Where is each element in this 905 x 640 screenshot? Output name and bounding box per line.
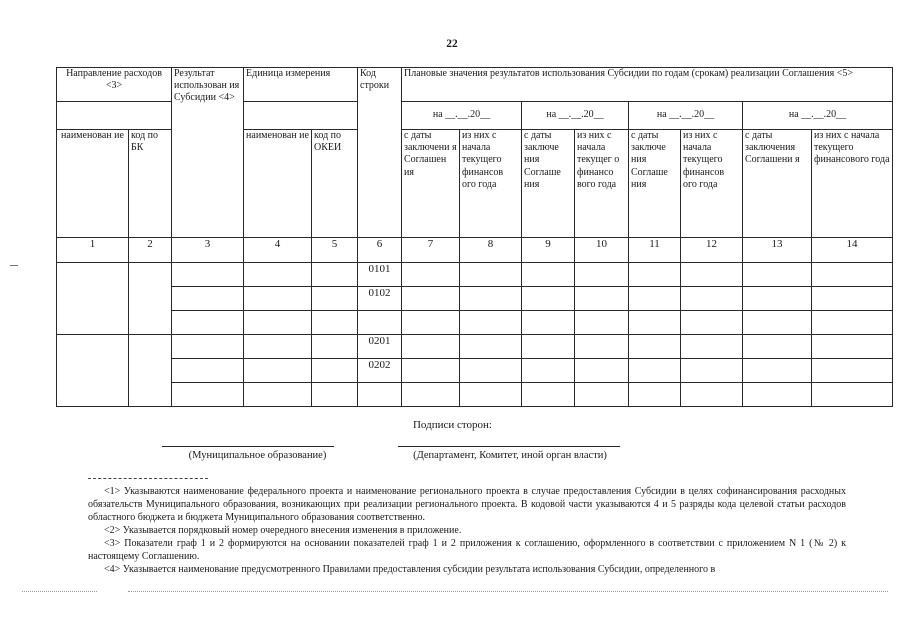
- scan-cut-line: [22, 591, 97, 592]
- table-cell[interactable]: [575, 383, 629, 407]
- header-name: наименован ие: [57, 130, 129, 238]
- footnote-1: <1> Указываются наименование федерального проекта и наименование регионального проекта в случае предоставления Субсидии в целях софинансирования расходных обязательств Муниципального образования, возникающих при реализации регионального проекта. В кодовой части указываются 4 и 5 разряды кода целевой статьи расходов областного бюджета и бюджета Муниципального образования соответственно.: [88, 486, 846, 523]
- footnotes: [88, 485, 846, 576]
- header-since-year-3: из них с начала текущего финансов ого года: [681, 130, 743, 238]
- column-number: 11: [629, 238, 681, 263]
- table-cell[interactable]: [812, 311, 893, 335]
- table-cell[interactable]: [629, 359, 681, 383]
- table-cell[interactable]: [522, 263, 575, 287]
- table-cell[interactable]: [244, 287, 312, 311]
- table-cell[interactable]: [575, 311, 629, 335]
- header-unit: Единица измерения: [244, 68, 358, 102]
- table-cell[interactable]: [172, 335, 244, 359]
- page-number: 22: [446, 38, 458, 50]
- table-cell[interactable]: [629, 383, 681, 407]
- table-cell[interactable]: [812, 263, 893, 287]
- table-cell[interactable]: [244, 335, 312, 359]
- header-unit-name: наименован ие: [244, 130, 312, 238]
- column-number: 1: [57, 238, 129, 263]
- header-year-3: на __.__.20__: [629, 102, 743, 130]
- table-cell[interactable]: [522, 359, 575, 383]
- header-year-4: на __.__.20__: [743, 102, 893, 130]
- table-cell[interactable]: [460, 359, 522, 383]
- table-cell[interactable]: [312, 359, 358, 383]
- table-cell[interactable]: [244, 383, 312, 407]
- table-cell[interactable]: [172, 263, 244, 287]
- signature-label-municipality: (Муниципальное образование): [188, 450, 327, 461]
- table-cell[interactable]: [681, 383, 743, 407]
- table-cell[interactable]: [312, 335, 358, 359]
- table-cell[interactable]: [402, 263, 460, 287]
- table-cell[interactable]: [402, 335, 460, 359]
- table-cell[interactable]: [312, 263, 358, 287]
- table-cell[interactable]: [402, 311, 460, 335]
- row-code-cell: 0201: [358, 335, 402, 359]
- column-number: 2: [129, 238, 172, 263]
- table-cell[interactable]: [681, 311, 743, 335]
- direction-name-cell[interactable]: [57, 335, 129, 407]
- header-row-code: Код строки: [358, 68, 402, 238]
- table-row: [57, 359, 893, 383]
- header-from-agreement-1: с даты заключени я Соглашен ия: [402, 130, 460, 238]
- table-cell[interactable]: [460, 263, 522, 287]
- table-cell[interactable]: [629, 335, 681, 359]
- table-cell[interactable]: [812, 359, 893, 383]
- bk-code-cell[interactable]: [129, 335, 172, 407]
- table-cell[interactable]: [172, 359, 244, 383]
- column-number: 5: [312, 238, 358, 263]
- table-cell[interactable]: [812, 335, 893, 359]
- table-cell[interactable]: [244, 263, 312, 287]
- header-from-agreement-4: с даты заключения Соглашени я: [743, 130, 812, 238]
- bk-code-cell[interactable]: [129, 263, 172, 335]
- header-planned-values: Плановые значения результатов использования Субсидии по годам (срокам) реализации Соглашения <5>: [402, 68, 893, 102]
- table-cell[interactable]: [402, 287, 460, 311]
- header-since-year-2: из них с начала текущег о финансо вого года: [575, 130, 629, 238]
- scan-edge-mark: [10, 265, 18, 266]
- column-number: 3: [172, 238, 244, 263]
- table-row: [57, 263, 893, 287]
- table-cell[interactable]: [681, 335, 743, 359]
- table-cell[interactable]: [172, 383, 244, 407]
- table-row: [57, 335, 893, 359]
- table-cell[interactable]: [575, 359, 629, 383]
- table-cell[interactable]: [402, 383, 460, 407]
- table-cell[interactable]: [743, 383, 812, 407]
- header-okei-code: код по ОКЕИ: [312, 130, 358, 238]
- table-cell[interactable]: [681, 359, 743, 383]
- column-number: 4: [244, 238, 312, 263]
- table-cell[interactable]: [681, 287, 743, 311]
- column-number: 10: [575, 238, 629, 263]
- row-code-cell: 0101: [358, 263, 402, 287]
- column-number: 12: [681, 238, 743, 263]
- table-cell[interactable]: [172, 287, 244, 311]
- table-row: [57, 287, 893, 311]
- header-direction: Направление расходов <3>: [57, 68, 172, 102]
- table-cell[interactable]: [743, 311, 812, 335]
- table-cell[interactable]: [244, 359, 312, 383]
- table-cell[interactable]: [522, 335, 575, 359]
- table-cell[interactable]: [460, 335, 522, 359]
- header-since-year-4: из них с начала текущего финансового года: [812, 130, 893, 238]
- header-result: Результат использован ия Субсидии <4>: [172, 68, 244, 238]
- row-code-cell: 0202: [358, 359, 402, 383]
- table-cell[interactable]: [312, 383, 358, 407]
- header-since-year-1: из них с начала текущего финансов ого года: [460, 130, 522, 238]
- column-number: 9: [522, 238, 575, 263]
- table-cell[interactable]: [575, 263, 629, 287]
- table-cell[interactable]: [172, 311, 244, 335]
- table-cell[interactable]: [522, 287, 575, 311]
- table-cell[interactable]: [402, 359, 460, 383]
- row-code-cell: 0102: [358, 287, 402, 311]
- table-cell[interactable]: [743, 335, 812, 359]
- table-cell[interactable]: [743, 359, 812, 383]
- table-row: [57, 311, 893, 335]
- header-year-1: на __.__.20__: [402, 102, 522, 130]
- table-cell[interactable]: [312, 311, 358, 335]
- scan-cut-line: [128, 591, 888, 592]
- signatures-title: Подписи сторон:: [412, 419, 492, 431]
- table-cell[interactable]: [629, 311, 681, 335]
- column-number-row: [57, 238, 893, 263]
- table-cell[interactable]: [312, 287, 358, 311]
- footnote-4: <4> Указывается наименование предусмотренного Правилами предоставления субсидии результата использования Субсидии, определенного в: [104, 564, 716, 575]
- row-code-cell: [358, 383, 402, 407]
- signature-line-municipality[interactable]: [162, 446, 334, 447]
- table-cell[interactable]: [812, 287, 893, 311]
- column-number: 13: [743, 238, 812, 263]
- direction-name-cell[interactable]: [57, 263, 129, 335]
- column-number: 6: [358, 238, 402, 263]
- table-cell[interactable]: [575, 335, 629, 359]
- table-row: [57, 383, 893, 407]
- footnote-2: <2> Указывается порядковый номер очередного внесения изменения в приложение.: [104, 525, 462, 536]
- header-bk-code: код по БК: [129, 130, 172, 238]
- table-cell[interactable]: [743, 287, 812, 311]
- header-unit-blank: [244, 102, 358, 130]
- column-number: 8: [460, 238, 522, 263]
- table-cell[interactable]: [743, 263, 812, 287]
- footnote-3: <3> Показатели граф 1 и 2 формируются на основании показателей граф 1 и 2 приложения к соглашению, оформленного в соответствии с приложением N 1 (№ 2) к настоящему Соглашению.: [88, 538, 846, 562]
- header-from-agreement-3: с даты заключе ния Соглаше ния: [629, 130, 681, 238]
- table-cell[interactable]: [460, 287, 522, 311]
- table-cell[interactable]: [460, 383, 522, 407]
- table-cell[interactable]: [681, 263, 743, 287]
- table-cell[interactable]: [522, 311, 575, 335]
- signature-line-department[interactable]: [398, 446, 620, 447]
- table-cell[interactable]: [575, 287, 629, 311]
- signature-label-department: (Департамент, Комитет, иной орган власти): [413, 450, 607, 461]
- table-cell[interactable]: [629, 263, 681, 287]
- table-cell[interactable]: [812, 383, 893, 407]
- table-cell[interactable]: [629, 287, 681, 311]
- header-from-agreement-2: с даты заключе ния Соглаше ния: [522, 130, 575, 238]
- header-year-2: на __.__.20__: [522, 102, 629, 130]
- row-code-cell: [358, 311, 402, 335]
- column-number: 14: [812, 238, 893, 263]
- header-direction-blank: [57, 102, 172, 130]
- table-cell[interactable]: [244, 311, 312, 335]
- table-cell[interactable]: [522, 383, 575, 407]
- footnote-separator: [88, 478, 208, 479]
- table-cell[interactable]: [460, 311, 522, 335]
- planned-results-table: [56, 67, 893, 407]
- column-number: 7: [402, 238, 460, 263]
